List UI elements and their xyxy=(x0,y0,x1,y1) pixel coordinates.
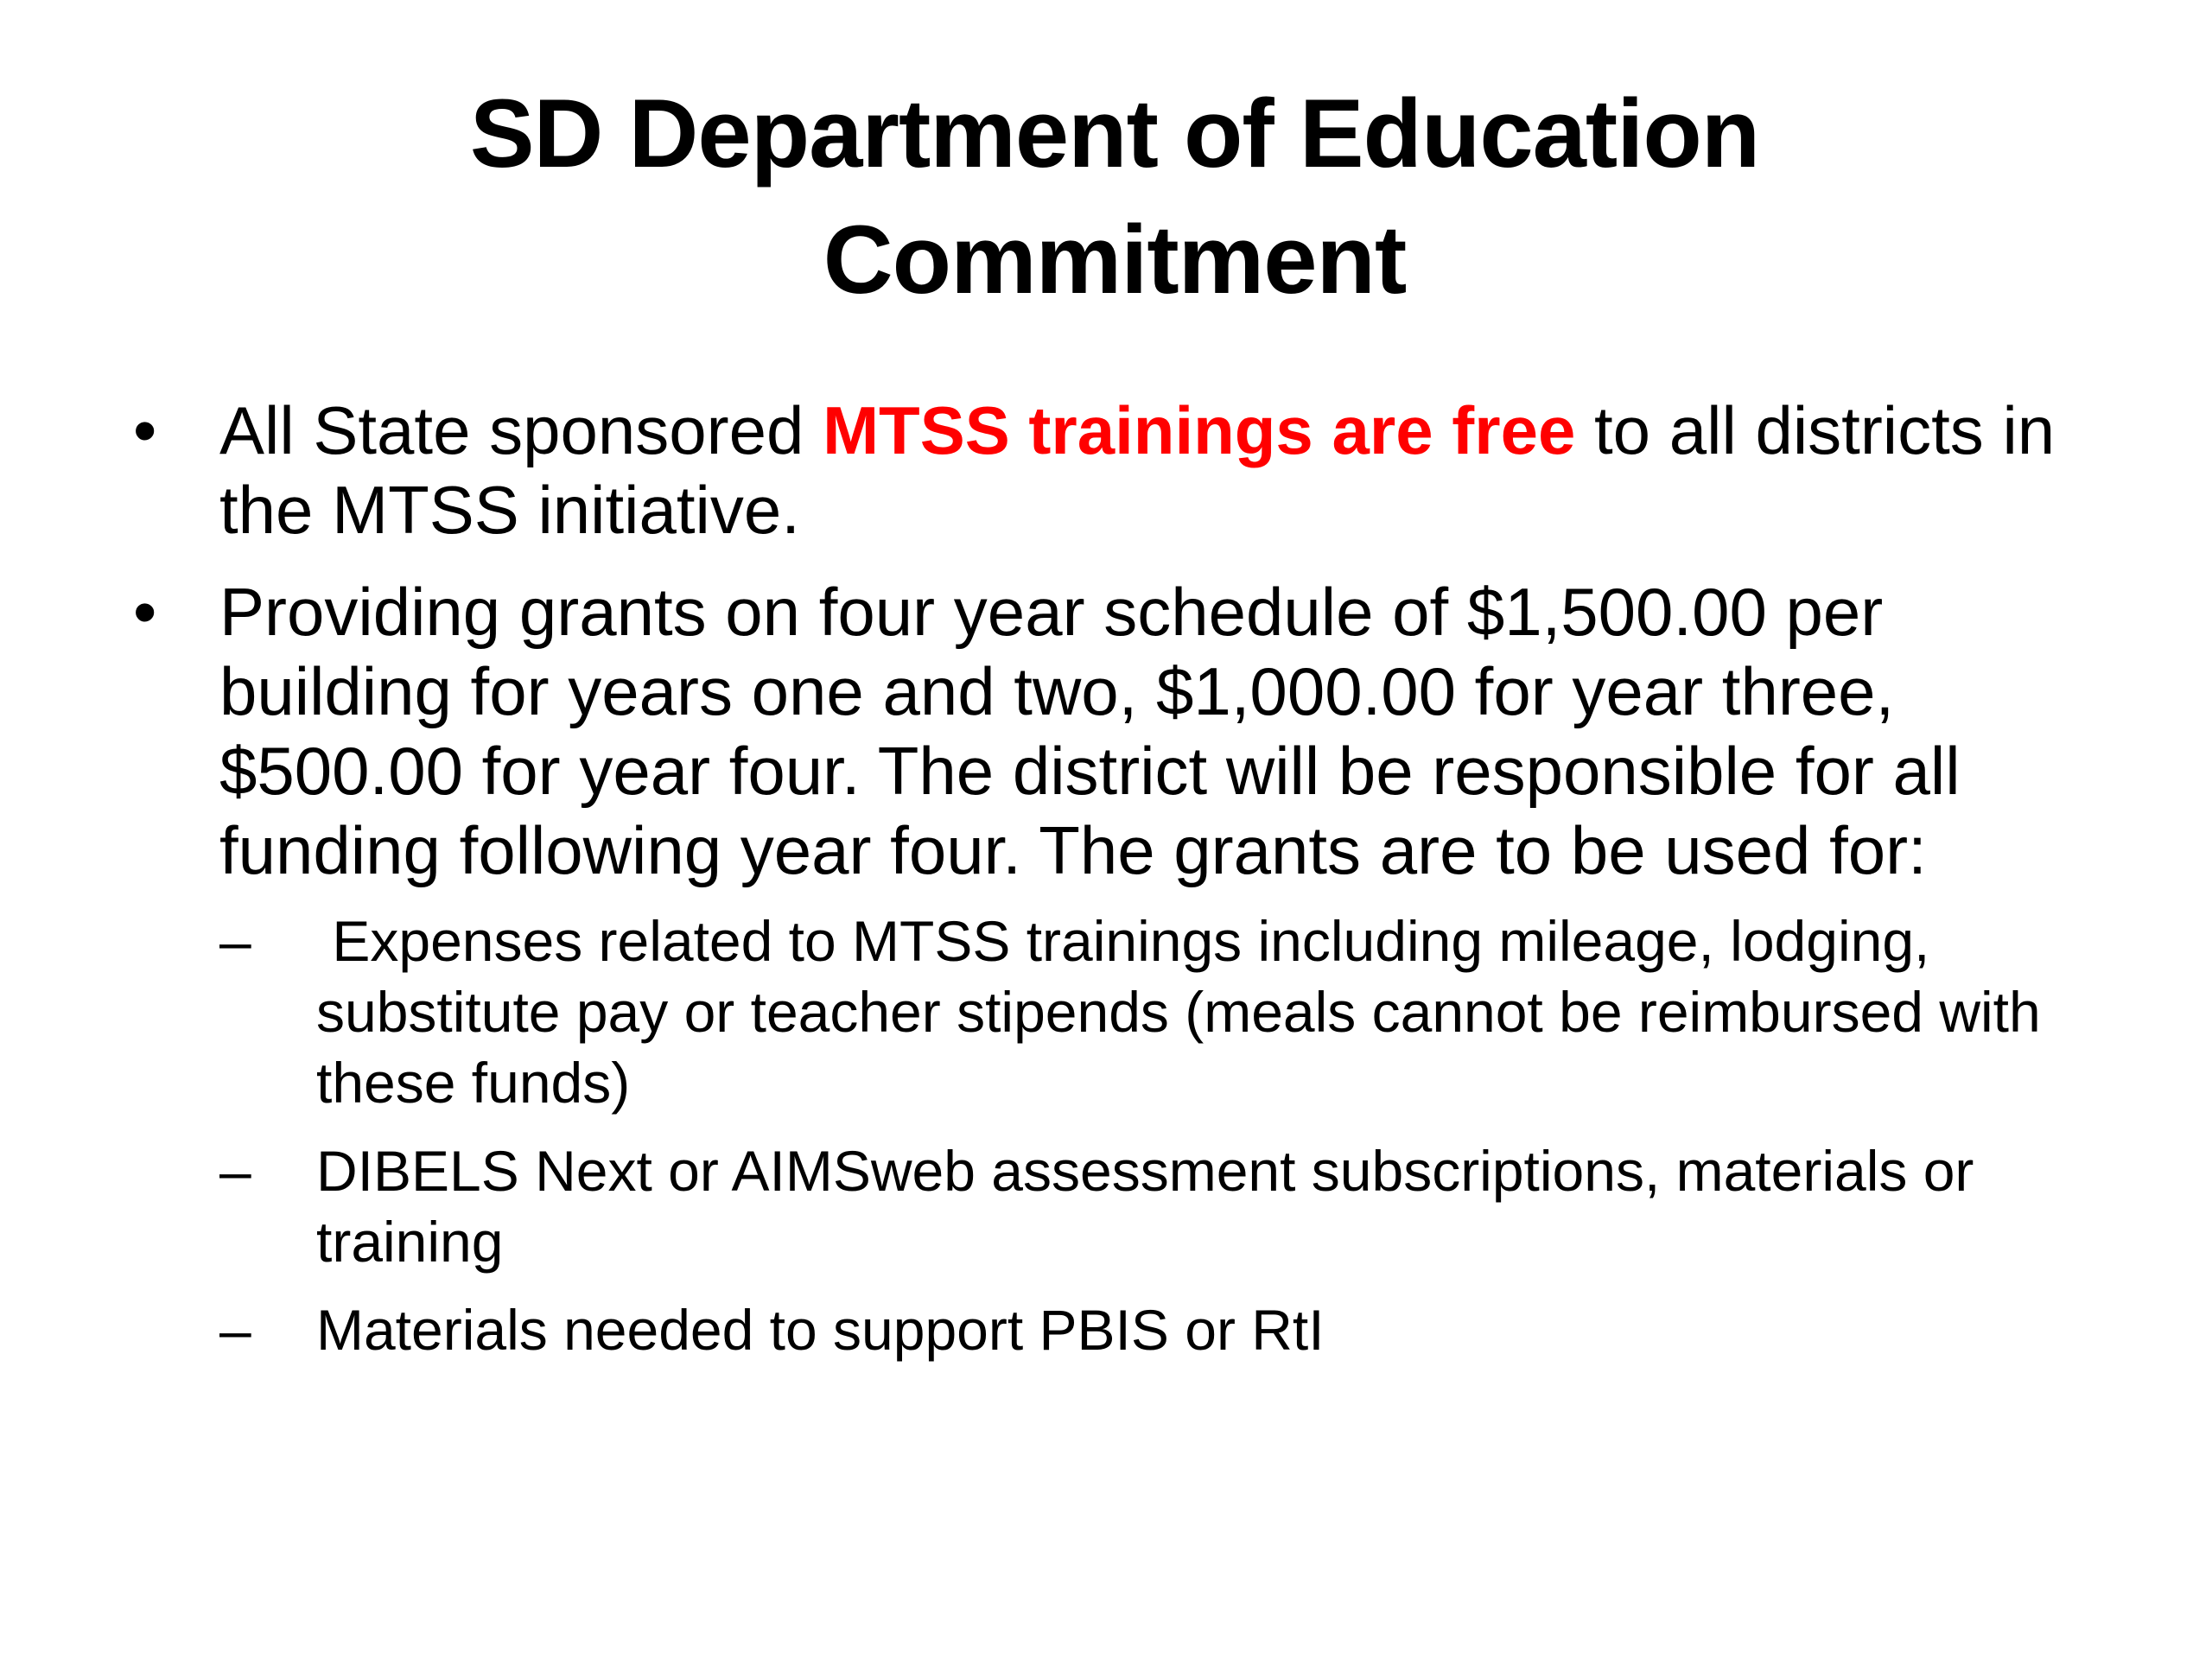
bullet-highlight: MTSS trainings are free xyxy=(823,392,1576,468)
sub-bullet-list xyxy=(219,906,2108,1365)
sub-item-text: Expenses related to MTSS trainings including mileage, lodging, substitute pay or teacher stipends (meals cannot be reimbursed with these funds) xyxy=(316,909,2057,1115)
dash-icon: – xyxy=(219,1139,251,1203)
slide-title xyxy=(156,71,2074,323)
dash-icon: – xyxy=(219,909,251,973)
title-line-1: SD Department of Education xyxy=(469,79,1760,188)
bullet-list xyxy=(130,391,2108,1388)
sub-item-text: DIBELS Next or AIMSweb assessment subscriptions, materials or training xyxy=(316,1139,1974,1274)
bullet-item-free-trainings xyxy=(130,391,2108,550)
bullet-text-before: All State sponsored xyxy=(219,392,823,468)
dash-icon: – xyxy=(219,1298,251,1362)
title-line-2: Commitment xyxy=(823,206,1407,314)
sub-item-assessments xyxy=(219,1135,2108,1277)
bullet-icon: • xyxy=(133,574,157,650)
sub-item-text: Materials needed to support PBIS or RtI xyxy=(316,1298,1325,1362)
bullet-item-grants xyxy=(130,572,2108,1365)
bullet-icon: • xyxy=(133,392,157,468)
sub-item-expenses xyxy=(219,906,2108,1118)
sub-item-materials xyxy=(219,1294,2108,1365)
bullet-grants-text: Providing grants on four year schedule of $1,500.00 per building for years one and two, $1,000.00 for year three, $500.00 for year four. The district will be responsible for all funding following year four. The grants are to be used for: xyxy=(219,574,1961,888)
bullet-text-after: to all districts in the MTSS initiative. xyxy=(219,392,2056,548)
